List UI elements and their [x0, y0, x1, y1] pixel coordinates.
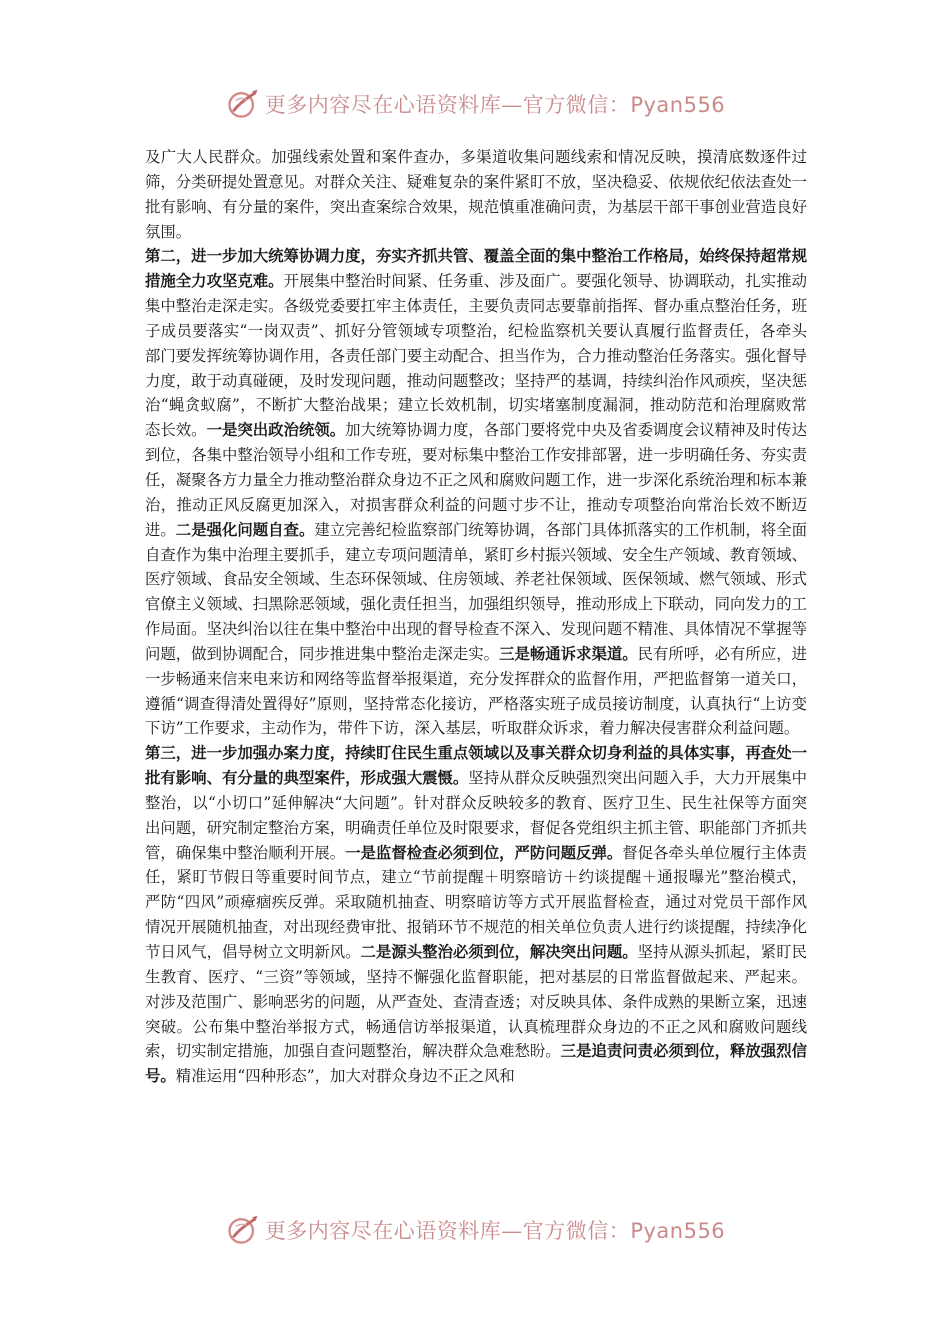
text-run: 督促各牵头单位履行主体责任，紧盯节假日等重要时间节点，建立“节前提醒＋明察暗访＋约谈提醒＋通报曝光”整治模式，严防“四风”顽瘴痼疾反弹。采取随机抽查、明察暗访等方式开展监督检查，通过对党员干部作风情况开展随机抽查，对出现经费审批、报销环节不规范的相关单位负责人进行约谈提醒，持续净化节日风气，倡导树立文明新风。 [145, 843, 807, 961]
watermark-text: 更多内容尽在心语资料库—官方微信：Pyan556 [264, 1219, 726, 1243]
pen-logo-icon [225, 86, 261, 122]
text-run: 开展集中整治时间紧、任务重、涉及面广。要强化领导、协调联动，扎实推动集中整治走深走实。各级党委要扛牢主体责任，主要负责同志要靠前指挥、督办重点整治任务，班子成员要落实“一岗双责”、抓好分管领域专项整治，纪检监察机关要认真履行监督责任，各牵头部门要发挥统筹协调作用，各责任部门要主动配合、担当作为，合力推动整治任务落实。强化督导力度，敢于动真碰硬，及时发现问题，推动问题整改；坚持严的基调，持续纠治作风顽疾，坚决惩治“蝇贪蚁腐”，不断扩大整治战果；建立长效机制，切实堵塞制度漏洞，推动防范和治理腐败常态长效。 [145, 272, 807, 440]
bold-heading-run: 三是追责问责必须到位，释放强烈信号。 [145, 1042, 807, 1086]
document-body [145, 145, 807, 1089]
header-watermark-banner [0, 84, 950, 124]
text-run: 民有所呼，必有所应，进一步畅通来信来电来访和网络等监督举报渠道，充分发挥群众的监督作用，严把监督第一道关口，遵循“调查得清处置得好”原则，坚持常态化接访，严格落实班子成员接访制度，认真执行“上访变下访”工作要求，主动作为，带件下访，深入基层，听取群众诉求，着力解决侵害群众利益问题。 [145, 644, 807, 738]
bold-heading-run: 二是强化问题自查。 [175, 520, 315, 539]
watermark-text: 更多内容尽在心语资料库—官方微信：Pyan556 [264, 93, 726, 117]
text-run: 加大统筹协调力度，各部门要将党中央及省委调度会议精神及时传达到位，各集中整治领导小组和工作专班，要对标集中整治工作安排部署，进一步明确任务、夯实责任，凝聚各方力量全力推动整治群众身边不正之风和腐败问题工作，进一步深化系统治理和标本兼治，推动正风反腐更加深入，对损害群众利益的问题寸步不让，推动专项整治向常治长效不断迈进。 [145, 421, 807, 539]
bold-heading-run: 第二，进一步加大统筹协调力度，夯实齐抓共管、覆盖全面的集中整治工作格局，始终保持超常规措施全力攻坚克难。 [145, 247, 807, 291]
text-run: 坚持从源头抓起，紧盯民生教育、医疗、“三资”等领域，坚持不懈强化监督职能，把对基层的日常监督做起来、严起来。对涉及范围广、影响恶劣的问题，从严查处、查清查透；对反映具体、条件成熟的果断立案，迅速突破。公布集中整治举报方式，畅通信访举报渠道，认真梳理群众身边的不正之风和腐败问题线索，切实制定措施，加强自查问题整治，解决群众急难愁盼。 [145, 943, 807, 1061]
text-run: 坚持从群众反映强烈突出问题入手，大力开展集中整治，以“小切口”延伸解决“大问题”。针对群众反映较多的教育、医疗卫生、民生社保等方面突出问题，研究制定整治方案，明确责任单位及时限要求，督促各党组织主抓主管、职能部门齐抓共管，确保集中整治顺利开展。 [145, 769, 807, 862]
paragraph [145, 741, 807, 1089]
paragraph [145, 145, 807, 244]
bold-heading-run: 一是突出政治统领。 [206, 421, 346, 440]
text-run: 建立完善纪检监察部门统筹协调，各部门具体抓落实的工作机制，将全面自查作为集中治理主要抓手，建立专项问题清单，紧盯乡村振兴领域、安全生产领域、教育领域、医疗领域、食品安全领域、生态环保领域、住房领域、养老社保领域、医保领域、燃气领域、形式官僚主义领域、扫黑除恶领域，强化责任担当，加强组织领导，推动形成上下联动，同向发力的工作局面。坚决纠治以往在集中整治中出现的督导检查不深入、发现问题不精准、具体情况不掌握等问题，做到协调配合，同步推进集中整治走深走实。 [145, 520, 807, 663]
paragraph [145, 244, 807, 741]
bold-heading-run: 二是源头整治必须到位，解决突出问题。 [360, 943, 638, 961]
bold-heading-run: 一是监督检查必须到位，严防问题反弹。 [345, 843, 623, 862]
bold-heading-run: 三是畅通诉求渠道。 [499, 644, 638, 663]
text-run: 精准运用“四种形态”，加大对群众身边不正之风和 [175, 1067, 515, 1086]
text-run: 及广大人民群众。加强线索处置和案件查办，多渠道收集问题线索和情况反映，摸清底数逐件过筛，分类研提处置意见。对群众关注、疑难复杂的案件紧盯不放，坚决稳妥、依规依纪依法查处一批有影响、有分量的案件，突出查案综合效果，规范慎重准确问责，为基层干部干事创业营造良好氛围。 [145, 148, 807, 241]
bold-heading-run: 第三，进一步加强办案力度，持续盯住民生重点领域以及事关群众切身利益的具体实事，再查处一批有影响、有分量的典型案件，形成强大震慑。 [145, 744, 807, 788]
footer-watermark-banner [0, 1210, 950, 1250]
pen-logo-icon [225, 1212, 261, 1248]
